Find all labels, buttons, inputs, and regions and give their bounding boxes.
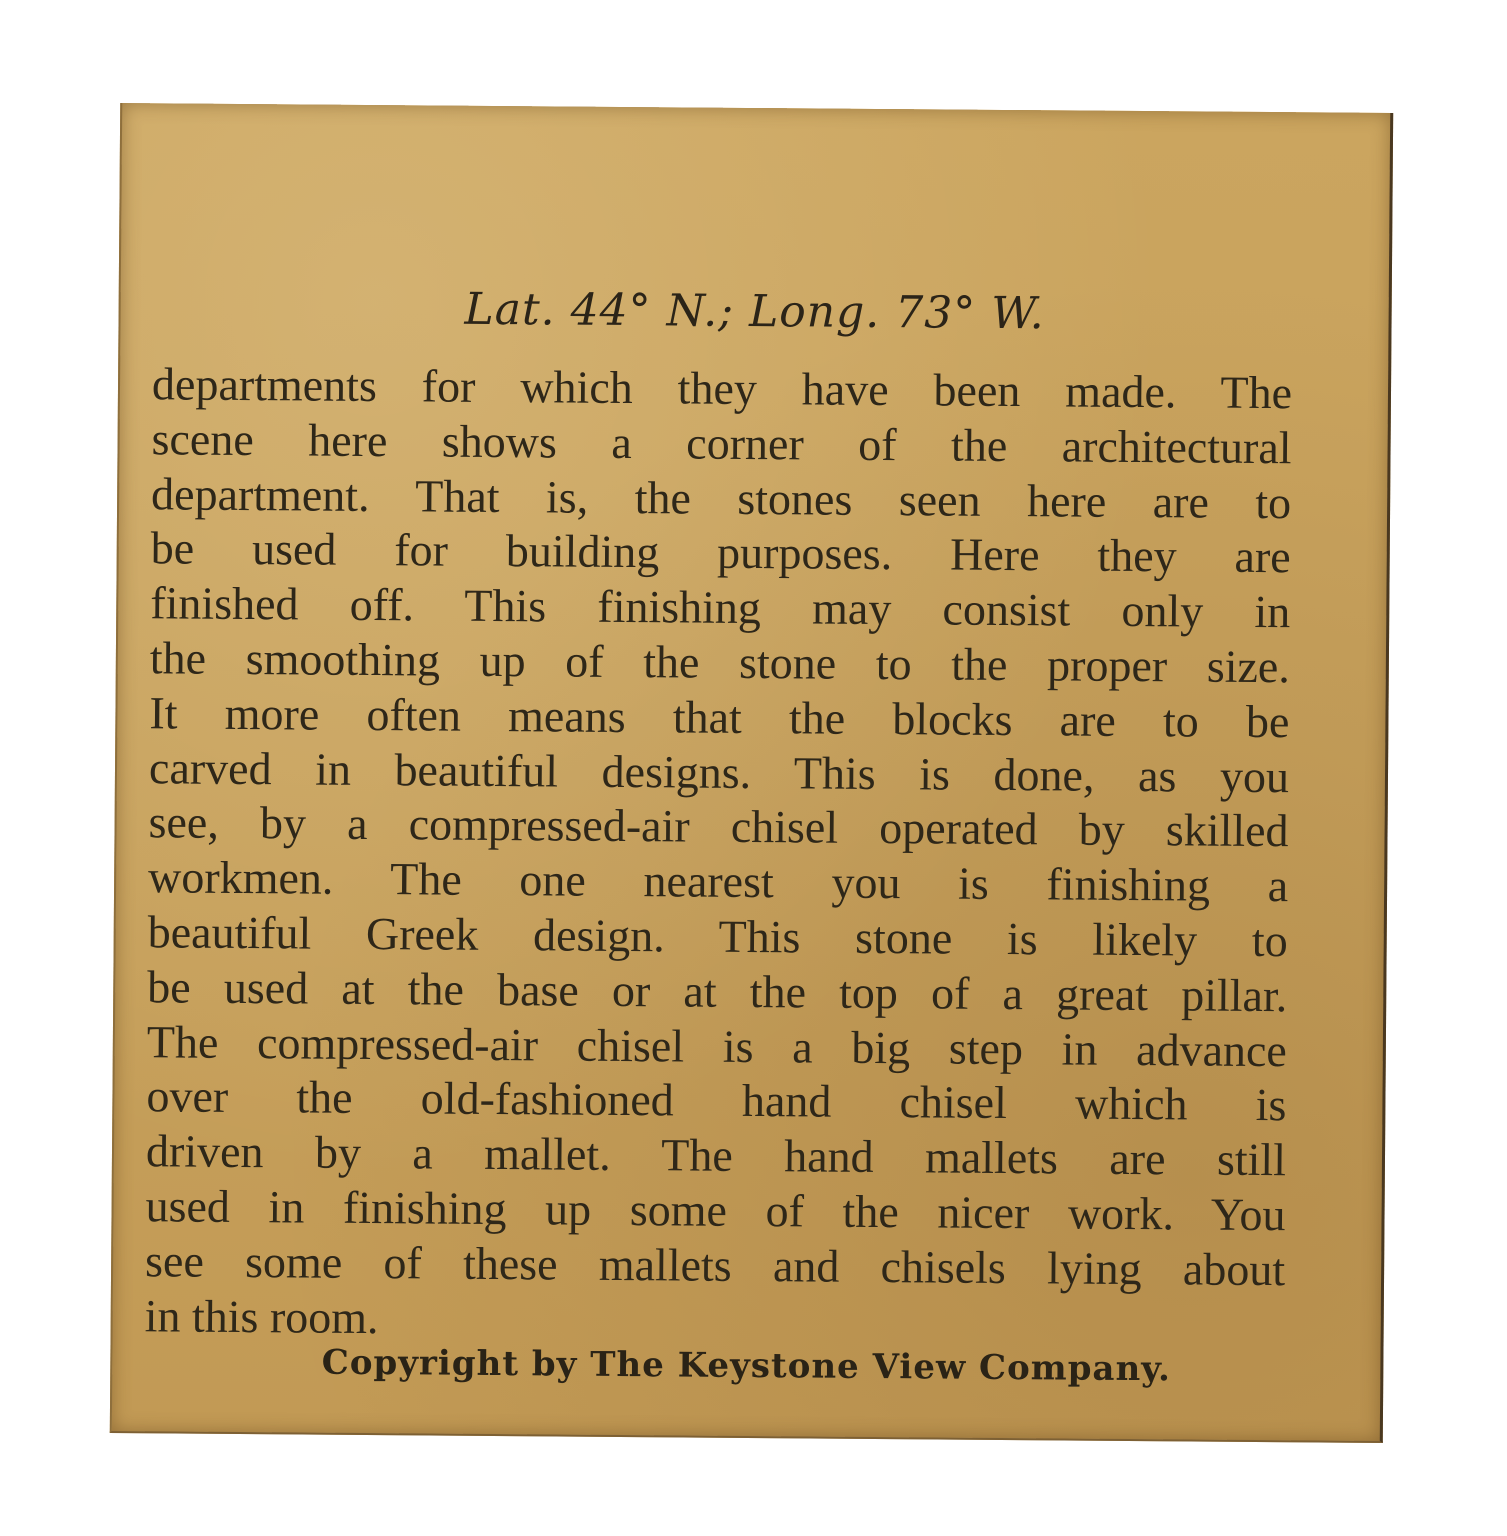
text-line: see, by a compressed-air chisel operated by skilled bbox=[148, 796, 1289, 857]
text-line: be used at the base or at the top of a great pillar. bbox=[147, 961, 1288, 1021]
text-line: see some of these mallets and chisels lying about bbox=[144, 1235, 1286, 1295]
text-line: workmen. The one nearest you is finishing a bbox=[147, 851, 1289, 912]
stereoview-card-back bbox=[110, 103, 1393, 1443]
text-line: scene here shows a corner of the architectural bbox=[151, 413, 1292, 474]
text-line: the smoothing up of the stone to the proper size. bbox=[149, 632, 1291, 693]
text-line: driven by a mallet. The hand mallets are still bbox=[145, 1125, 1287, 1186]
text-line: be used for building purposes. Here they are bbox=[150, 522, 1291, 583]
text-line: carved in beautiful designs. This is done, as you bbox=[148, 741, 1290, 802]
text-line: finished off. This finishing may consist only in bbox=[150, 577, 1291, 638]
text-line: beautiful Greek design. This stone is likely to bbox=[147, 906, 1288, 967]
text-line: over the old-fashioned hand chisel which is bbox=[146, 1070, 1287, 1131]
text-line: The compressed-air chisel is a big step in advance bbox=[146, 1015, 1288, 1076]
text-line: department. That is, the stones seen here are to bbox=[150, 467, 1292, 528]
text-line: It more often means that the blocks are to be bbox=[149, 687, 1290, 748]
description-text bbox=[144, 357, 1292, 1352]
copyright-notice: Copyright by The Keystone View Company. bbox=[321, 1342, 1172, 1390]
text-line: used in finishing up some of the nicer work. You bbox=[145, 1180, 1286, 1241]
text-line: departments for which they have been made. The bbox=[151, 358, 1293, 419]
text-line: in this room. bbox=[144, 1289, 379, 1343]
coordinates-heading: Lat. 44° N.; Long. 73° W. bbox=[464, 283, 1045, 340]
